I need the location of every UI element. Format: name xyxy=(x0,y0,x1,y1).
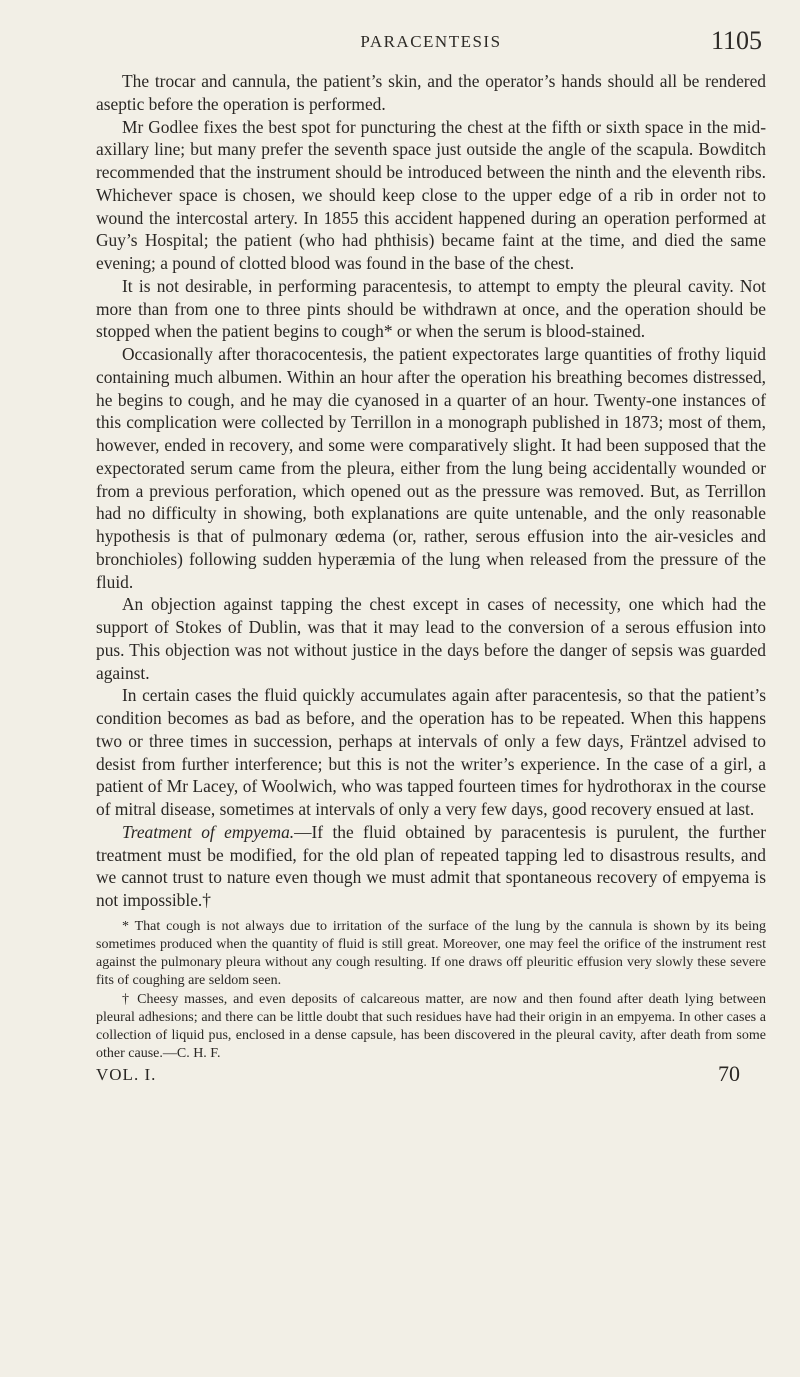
paragraph-4: Occasionally after thoracocentesis, the patient expectorates large quantities of frothy liquid containing much albumen. Within an hour after the operation his breathing becomes distressed, he begins to cough, and he may die cyanosed in a quarter of an hour. Twenty-one instances of this complication were collected by Terrillon in a monograph published in 1873; most of them, however, ended in recovery, and some were comparatively slight. It had been supposed that the expectorated serum came from the pleura, either from the lung being accidentally wounded or from a previous perforation, which opened out as the pressure was removed. But, as Terrillon had no difficulty in showing, both explanations are quite untenable, and the only reasonable hypothesis is that of pulmonary œdema (or, rather, serous effusion into the air-vesicles and bronchioles) following sudden hyperæmia of the lung when released from the pressure of the fluid. xyxy=(96,344,766,592)
paragraph-1: The trocar and cannula, the patient’s skin, and the operator’s hands should all be rendered aseptic before the operation is performed. xyxy=(96,71,766,114)
paragraph-empyema xyxy=(96,821,766,912)
page-number: 1105 xyxy=(710,26,762,55)
empyema-heading: Treatment of empyema. xyxy=(122,821,295,842)
empyema-text: —If the fluid obtained by paracentesis is purulent, the further treatment must be modified, for the old plan of repeated tapping led to disastrous results, and we cannot trust to nature even though we must admit that spontaneous recovery of empyema is not impossible.† xyxy=(96,821,767,910)
paragraph-2: Mr Godlee fixes the best spot for puncturing the chest at the fifth or sixth space in the mid-axillary line; but many prefer the seventh space just outside the angle of the scapula. Bowditch recommended that the instrument should be introduced between the ninth and the eleventh ribs. Whichever space is chosen, we should keep close to the upper edge of a rib in order not to wound the intercostal artery. In 1855 this accident happened during an operation performed at Guy’s Hospital; the patient (who had phthisis) became faint at the time, and died the same evening; a pound of clotted blood was found in the base of the chest. xyxy=(96,116,766,273)
paragraph-6: In certain cases the fluid quickly accumulates again after paracentesis, so that the patient’s condition becomes as bad as before, and the operation has to be repeated. When this happens two or three times in succession, perhaps at intervals of only a few days, Fräntzel advised to desist from further interference; but this is not the writer’s experience. In the case of a girl, a patient of Mr Lacey, of Woolwich, who was tapped fourteen times for hydrothorax in the course of mitral disease, sometimes at intervals of only a very few days, good recovery ensued at last. xyxy=(96,685,766,819)
paragraph-3: It is not desirable, in performing paracentesis, to attempt to empty the pleural cavity. Not more than from one to three pints should be withdrawn at once, and the operation should be stopped when the patient begins to cough* or when the serum is blood-stained. xyxy=(96,275,766,342)
page-header xyxy=(96,26,766,66)
footnote-dagger: † Cheesy masses, and even deposits of calcareous matter, are now and then found after death lying between pleural adhesions; and there can be little doubt that such residues have had their origin in an empyema. In other cases a collection of liquid pus, enclosed in a dense capsule, has been discovered in the pleural cavity, after death from some other cause.—C. H. F. xyxy=(96,991,766,1062)
footnote-asterisk: * That cough is not always due to irritation of the surface of the lung by the cannula is shown by its being sometimes produced when the quantity of fluid is still great. Moreover, one may feel the orifice of the instrument rest against the pulmonary pleura without any cough resulting. If one draws off pleuritic effusion very slowly these severe fits of coughing are seldom seen. xyxy=(96,918,766,989)
page-footer xyxy=(96,1061,766,1095)
volume-label: VOL. I. xyxy=(96,1065,157,1085)
running-head: PARACENTESIS xyxy=(360,32,502,51)
body-text xyxy=(96,70,766,912)
footnotes xyxy=(96,918,766,1064)
signature-mark: 70 xyxy=(718,1061,740,1087)
paragraph-5: An objection against tapping the chest except in cases of necessity, one which had the support of Stokes of Dublin, was that it may lead to the conversion of a serous effusion into pus. This objection was not without justice in the days before the danger of sepsis was guarded against. xyxy=(96,594,766,683)
